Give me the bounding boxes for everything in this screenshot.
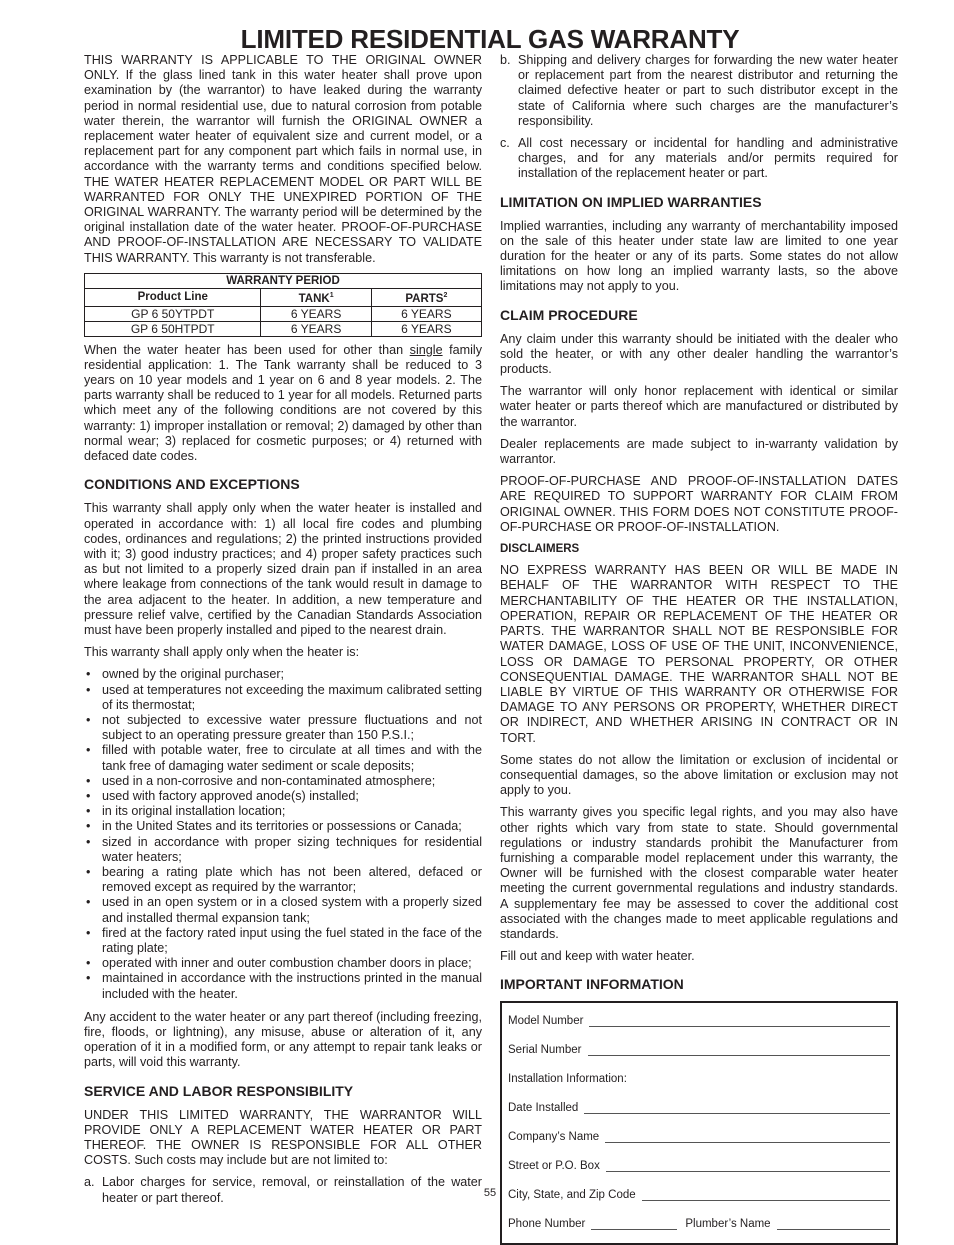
list-item: • used in a non-corrosive and non-contaminated atmosphere; [84,774,482,789]
page-title: LIMITED RESIDENTIAL GAS WARRANTY [240,24,740,54]
list-item: • used at temperatures not exceeding the maximum calibrated setting of its thermostat; [84,683,482,713]
warranty-table [84,273,482,337]
cell: 6 YEARS [371,321,481,336]
model-number-field[interactable]: Model Number [508,1007,890,1036]
limitation-paragraph: Implied warranties, including any warranty of merchantability imposed on the sale of this heater under state law are limited to one year duration for the heater or any of its parts. Some states do not allow limitations on how long an implied warranty lasts, so the above limitations may not apply to you. [500,218,898,294]
important-info-form [500,1001,898,1245]
disclaimer-paragraph: NO EXPRESS WARRANTY HAS BEEN OR WILL BE MADE IN BEHALF OF THE WARRANTOR WITH RESPECT TO THE MERCHANTABILITY OF THE HEATER OR THE INSTALLATION, OPERATION, REPAIR OR REPLACEMENT OF THE HEATER OR PARTS. THE WARRANTOR SHALL NOT BE RESPONSIBLE FOR WATER DAMAGE, LOSS OF USE OF THE UNIT, INCONVENIENCE, LOSS OR DAMAGE TO PERSONAL PROPERTY, OR OTHER CONSEQUENTIAL DAMAGE. THE WARRANTOR SHALL NOT BE LIABLE BY VIRTUE OF THIS WARRANTY OR OTHERWISE FOR DAMAGE TO ANY PERSONS OR PROPERTY, WHETHER DIRECT OR INDIRECT, AND WHETHER ARISING IN CONTRACT OR IN TORT. [500,563,898,745]
disclaimers-heading: DISCLAIMERS [500,543,580,556]
header-product-line: Product Line [85,288,261,306]
serial-number-field[interactable]: Serial Number [508,1036,890,1065]
table-row [85,321,482,336]
claim-heading: CLAIM PROCEDURE [500,306,638,323]
list-item: • in the United States and its territories or possessions or Canada; [84,819,482,834]
date-installed-field[interactable]: Date Installed [508,1094,890,1123]
cell: GP 6 50HTPDT [85,321,261,336]
installation-info-label: Installation Information: [508,1073,627,1086]
cell: 6 YEARS [261,306,371,321]
list-item: • fired at the factory rated input using the fuel stated in the face of the rating plate; [84,926,482,956]
void-paragraph: Any accident to the water heater or any part thereof (including freezing, fire, floods, or lightning), any misuse, abuse or alteration of it, any operation of it in a modified form, or any attempt to repair tank leaks or parts, will void this warranty. [84,1009,482,1070]
list-item: • filled with potable water, free to circulate at all times and with the tank free of damaging water sediment or scale deposits; [84,743,482,773]
list-item: • maintained in accordance with the instructions printed in the manual included with the heater. [84,971,482,1001]
intro-paragraph: THIS WARRANTY IS APPLICABLE TO THE ORIGINAL OWNER ONLY. If the glass lined tank in this water heater shall prove upon examination by (the warrantor) to have leaked during the warranty period in normal residential use, due to natural corrosion from potable water therein, the warrantor will furnish the ORIGINAL OWNER a replacement water heater of equivalent size and current model, or a replacement part for any component part which fails in normal use, in accordance with the warranty terms and conditions specified below. THE WATER HEATER REPLACEMENT MODEL OR PART WILL BE WARRANTED FOR ONLY THE UNEXPIRED PORTION OF THE ORIGINAL WARRANTY. The warranty period will be determined by the original installation date of the water heater. PROOF-OF-PURCHASE AND PROOF-OF-INSTALLATION ARE NECESSARY TO VALIDATE THIS WARRANTY. This warranty is not transferable. [84,53,482,265]
street-field[interactable]: Street or P.O. Box [508,1152,890,1181]
usage-paragraph: When the water heater has been used for other than single family residential application: 1. The Tank warranty shall be reduced to 3 years on 10 year models and 1 year on 6 and 8 year models. 2. The parts warranty shall be reduced to 1 year for all models. Returned parts which meet any of the following conditions are not covered by this warranty: 1) improper installation or removal; 2) damaged by other than normal wear; 3) replaced for cosmetic purposes; or 4) returned with defaced date codes. [84,342,482,464]
claim-paragraph: PROOF-OF-PURCHASE AND PROOF-OF-INSTALLATION DATES ARE REQUIRED TO SUPPORT WARRANTY FOR CLAIM FROM ORIGINAL OWNER. THIS FORM DOES NOT CONSTITUTE PROOF-OF-PURCHASE OR PROOF-OF-INSTALLATION. [500,474,898,534]
limitation-heading: LIMITATION ON IMPLIED WARRANTIES [500,193,762,210]
table-row [85,306,482,321]
cell: GP 6 50YTPDT [85,306,261,321]
disclaimer-paragraph: This warranty gives you specific legal rights, and you may also have other rights which vary from state to state. Should governmental regulations or industry standards prohibit the Manufacturer from furnishing a comparable model replacement under this warranty, the Owner will be furnished with the closest comparable water heater meeting the current governmental regulations and industry standards. A supplementary fee may be assessed to cover the additional cost associated with the changes made to meet applicable regulations and standards. [500,805,898,941]
disclaimer-paragraph: Some states do not allow the limitation or exclusion of incidental or consequential damages, so the above limitation or exclusion may not apply to you. [500,752,898,798]
conditions-list [84,667,482,1001]
list-item: • operated with inner and outer combustion chamber doors in place; [84,956,482,971]
left-column [84,53,482,1213]
list-item: • sized in accordance with proper sizing techniques for residential water heaters; [84,835,482,865]
city-state-zip-field[interactable]: City, State, and Zip Code [508,1181,890,1210]
right-column [500,53,898,1245]
important-heading: IMPORTANT INFORMATION [500,976,684,993]
list-item: • in its original installation location; [84,804,482,819]
service-item-c: c. All cost necessary or incidental for handling and administrative charges, and for any materials and/or permits required for installation of the replacement heater or part. [500,136,898,181]
list-item: • owned by the original purchaser; [84,667,482,682]
disclaimer-paragraph: Fill out and keep with water heater. [500,949,695,964]
service-item-a: a. Labor charges for service, removal, or reinstallation of the water heater or part thereof. [84,1175,482,1205]
service-heading: SERVICE AND LABOR RESPONSIBILITY [84,1082,354,1099]
table-caption: WARRANTY PERIOD [85,273,482,288]
list-item: • not subjected to excessive water pressure fluctuations and not subject to an operating pressure greater than 150 P.S.I.; [84,713,482,743]
list-item: • bearing a rating plate which has not been altered, defaced or removed except as required by the warrantor; [84,865,482,895]
claim-paragraph: Dealer replacements are made subject to in-warranty validation by warrantor. [500,436,898,467]
service-item-b: b. Shipping and delivery charges for forwarding the new water heater or replacement part from the nearest distributor and returning the claimed defective heater or part to such distributor except in the state of California where such charges are the manufacturer’s responsibility. [500,53,898,128]
conditions-paragraph: This warranty shall apply only when the water heater is installed and operated in accordance with: 1) all local fire codes and plumbing codes, ordinances and regulations; 2) the printed instructions provided with it; 3) good industry practices; and 4) proper safety practices such as but not limited to a properly sized drain pan if installed in an area where leakage from connections of the tank would result in damage to the area adjacent to the heater. In addition, a new temperature and pressure relief valve, certified by the Canadian Standards Association must have been properly installed and piped to the nearest drain. [84,501,482,637]
header-tank: TANK$^1$ [261,288,371,306]
conditions-heading: CONDITIONS AND EXCEPTIONS [84,476,300,493]
list-item: • used with factory approved anode(s) installed; [84,789,482,804]
claim-paragraph: The warrantor will only honor replacement with identical or similar water heater or parts thereof which are manufactured or distributed by the warrantor. [500,384,898,429]
cell: 6 YEARS [261,321,371,336]
conditions-intro: This warranty shall apply only when the heater is: [84,645,360,660]
company-name-field[interactable]: Company’s Name [508,1123,890,1152]
table-header-row [85,288,482,306]
page-number: 55 [483,1187,497,1199]
service-paragraph: UNDER THIS LIMITED WARRANTY, THE WARRANTOR WILL PROVIDE ONLY A REPLACEMENT WATER HEATER OR PART THEREOF. THE OWNER IS RESPONSIBLE FOR ALL OTHER COSTS. Such costs may include but are not limited to: [84,1107,482,1168]
claim-paragraph: Any claim under this warranty should be initiated with the dealer who sold the heater, or with any other dealer handling the warrantor’s products. [500,331,898,377]
list-item: • used in an open system or in a closed system with a properly sized and installed thermal expansion tank; [84,895,482,925]
phone-plumber-fields[interactable]: Phone Number Plumber’s Name [508,1210,890,1239]
header-parts: PARTS$^2$ [371,288,481,306]
cell: 6 YEARS [371,306,481,321]
